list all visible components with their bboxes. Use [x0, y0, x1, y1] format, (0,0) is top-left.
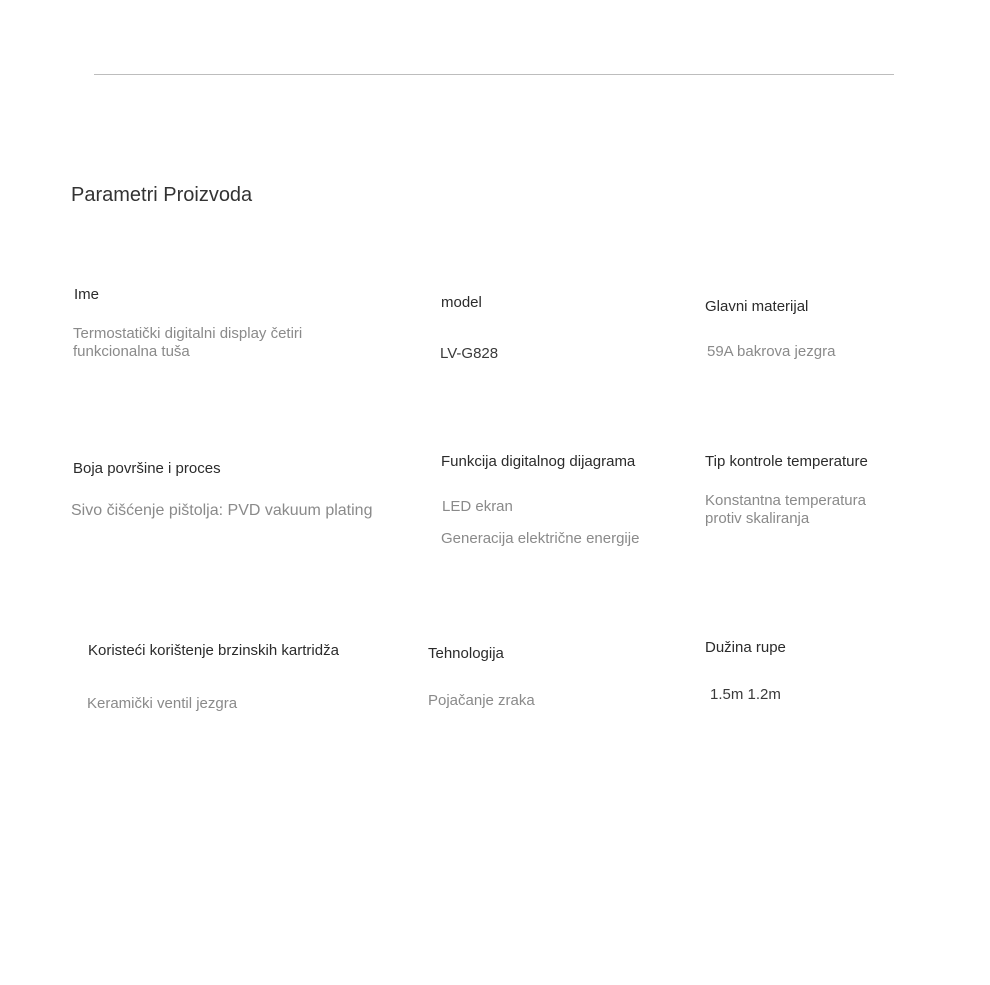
param-value-cartridge: Keramički ventil jezgra	[87, 695, 238, 712]
param-label-temp-control: Tip kontrole temperature	[705, 453, 868, 470]
param-value-surface: Sivo čišćenje pištolja: PVD vakuum plating	[71, 502, 373, 519]
param-value-technology: Pojačanje zraka	[428, 692, 535, 709]
param-value-name: Termostatički digitalni display četiri funkcionalna tuša	[73, 325, 303, 360]
param-value-display-2: Generacija električne energije	[441, 530, 640, 547]
top-divider	[94, 74, 894, 75]
param-value-model: LV-G828	[440, 345, 499, 362]
param-value-material: 59A bakrova jezgra	[707, 343, 836, 360]
param-label-cartridge: Koristeći korištenje brzinskih kartridža	[88, 642, 339, 659]
param-label-material: Glavni materijal	[705, 298, 809, 315]
page-title: Parametri Proizvoda	[71, 184, 253, 206]
param-label-hose-length: Dužina rupe	[705, 639, 786, 656]
param-value-display-1: LED ekran	[442, 498, 513, 515]
param-label-surface: Boja površine i proces	[73, 460, 221, 477]
param-label-display-function: Funkcija digitalnog dijagrama	[441, 453, 636, 470]
param-value-temp-control: Konstantna temperatura protiv skaliranja	[705, 492, 866, 527]
param-label-model: model	[441, 294, 482, 311]
param-label-technology: Tehnologija	[428, 645, 504, 662]
param-label-name: Ime	[74, 286, 100, 303]
param-value-hose-length: 1.5m 1.2m	[710, 686, 781, 703]
